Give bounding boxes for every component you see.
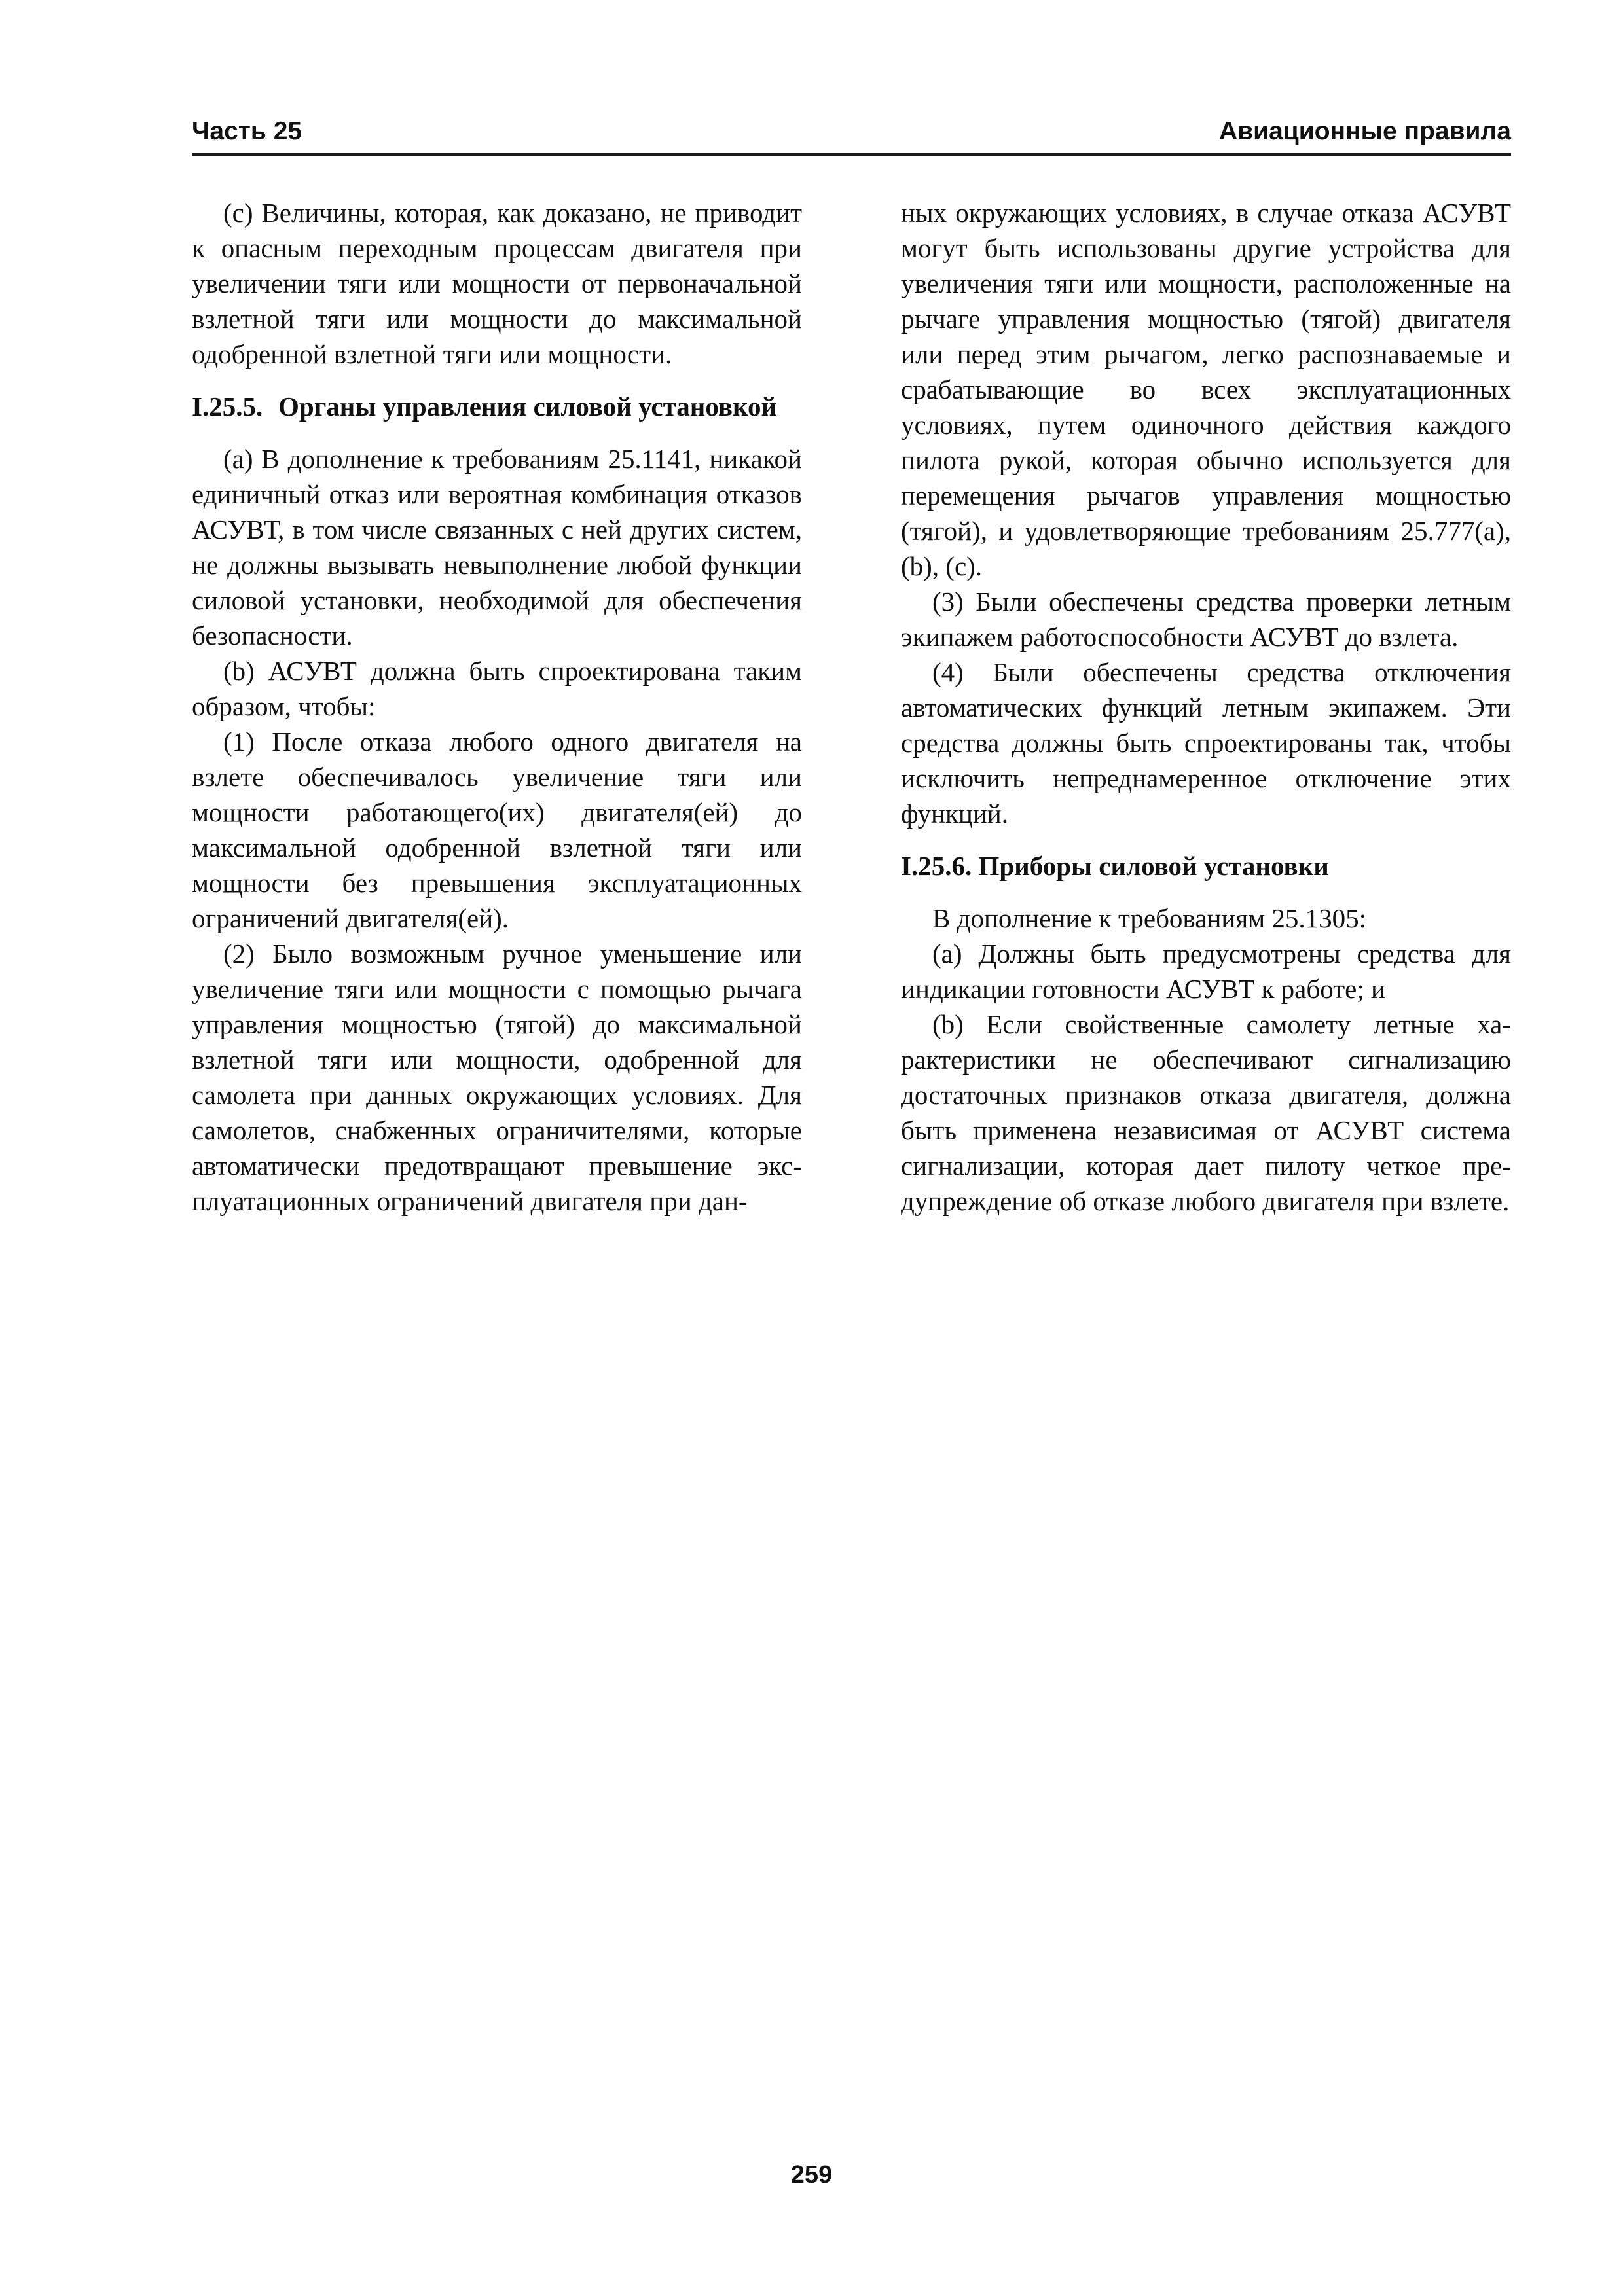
- left-column: [192, 195, 802, 1219]
- section-heading-i-25-5: [192, 389, 802, 424]
- section-number: I.25.5.: [192, 391, 263, 422]
- header-document-title: Авиационные правила: [1218, 117, 1511, 145]
- header-part-label: Часть 25: [192, 117, 302, 145]
- paragraph-c-value: (c) Величины, которая, как доказано, не приводит к опасным переходным процессам двигателя при увеличении тяги или мощности от первоначальной взлетной тяги или мощности до максимальной одобренной взлетной тяги или мощности.: [192, 198, 802, 369]
- paragraph-continuation: ных окружающих условиях, в случае отказа АСУВТ могут быть использованы другие устройства для увеличения тяги или мощности, расположенные на рычаге управления мощностью (тягой) двигателя или перед этим рычагом, легко распознаваемые и срабатывающие во всех эксплуатационных условиях, путем одиночного действия каждого пилота рукой, которая обычно используется для перемещения рычагов управления мощностью (тягой), и удовлетворяющие требованиям 25.777(а), (b), (с).: [901, 198, 1511, 581]
- paragraph-b-warning: (b) Если свойственные самолету летные характеристики не обеспечивают сигнализацию достаточных признаков отказа двигателя, должна быть применена независимая от АСУВТ система сигнализации, которая дает пилоту четкое предупреждение об отказе любого двигателя при взлете.: [901, 1009, 1511, 1216]
- page-header: [192, 110, 1511, 156]
- paragraph-a-requirements: (а) В дополнение к требованиям 25.1141, никакой единичный отказ или вероятная комбинация отказов АСУВТ, в том числе связанных с ней других систем, не должны вызывать невыполнение любой функции силовой установки, необходимой для обеспечения безопасности.: [192, 444, 802, 651]
- paragraph-intro-25-1305: В дополнение к требованиям 25.1305:: [932, 903, 1367, 933]
- paragraph-3-check: (3) Были обеспечены средства проверки летным экипажем работоспособности АСУВТ до взлета.: [901, 586, 1511, 652]
- paragraph-4-disconnect: (4) Были обеспечены средства отключения автоматических функций летным экипажем. Эти средства должны быть спроектированы так, чтобы исключить непреднамеренное отключение этих функций.: [901, 657, 1511, 829]
- right-column: [901, 195, 1511, 1219]
- paragraph-b-design: (b) АСУВТ должна быть спроектирована таким образом, чтобы:: [192, 656, 802, 721]
- page-number: 259: [790, 2161, 833, 2189]
- paragraph-a-indication: (а) Должны быть предусмотрены средства для индикации готовности АСУВТ к работе; и: [901, 939, 1511, 1004]
- section-heading-i-25-6: I.25.6. Приборы силовой установки: [901, 851, 1329, 881]
- paragraph-1-engine-failure: (1) После отказа любого одного двигателя на взлете обеспечивалось увеличение тяги или мощности работающего(их) двигателя(ей) до максимальной одобренной взлетной тяги или мощности без превышения эксплуатационных ограничений двигателя(ей).: [192, 726, 802, 933]
- section-title: Органы управления силовой установкой: [278, 391, 777, 422]
- paragraph-2-manual-control: (2) Было возможным ручное уменьшение или увеличение тяги или мощности с помощью рычага управления мощностью (тягой) до максимальной взлетной тяги или мощности, одобренной для самолета при данных окружающих условиях. Для самолетов, снабженных ограничителями, которые автоматически предотвращают превышение эксплуатационных ограничений двигателя при дан-: [192, 939, 802, 1216]
